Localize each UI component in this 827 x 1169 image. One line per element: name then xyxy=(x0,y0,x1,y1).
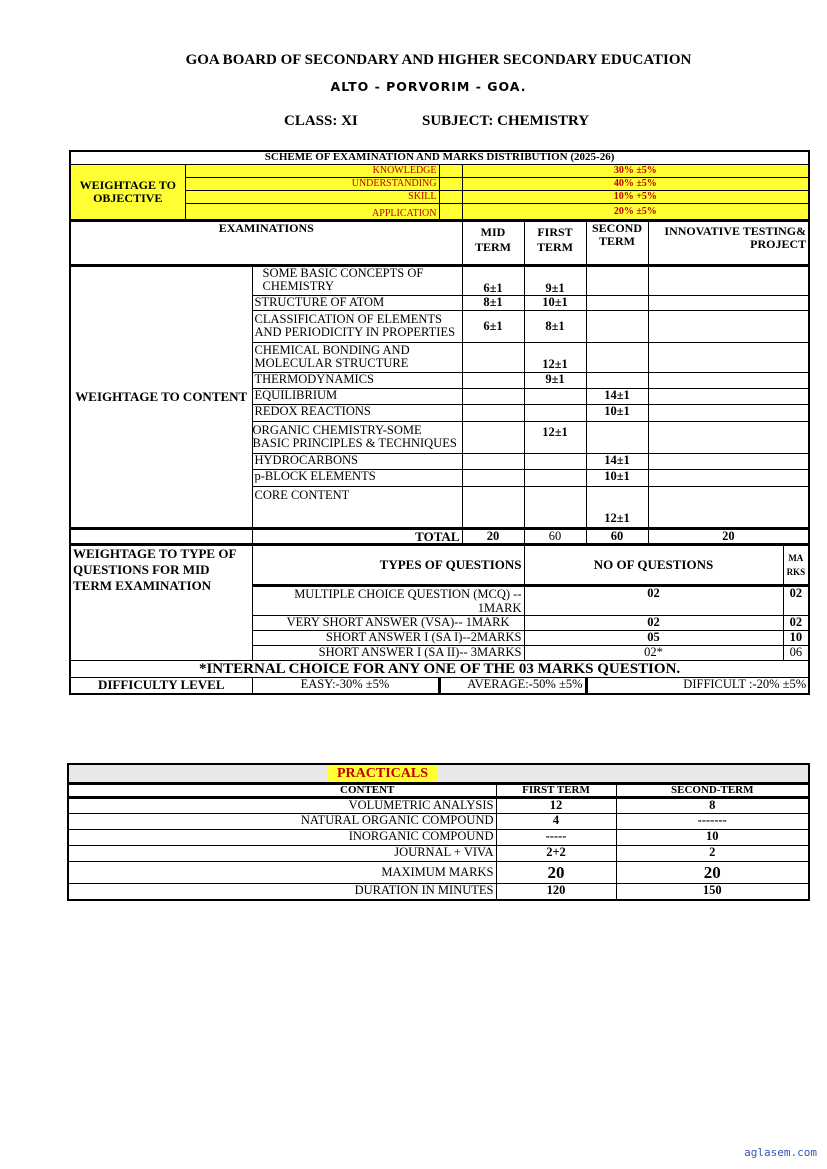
practical-content: INORGANIC COMPOUND xyxy=(68,829,496,845)
second-term-header: SECOND TERM xyxy=(586,220,648,265)
practical-first: ----- xyxy=(496,829,616,845)
practical-second: 10 xyxy=(616,829,809,845)
mid-value xyxy=(462,342,524,372)
practical-first: 12 xyxy=(496,797,616,813)
qtype-no-header: NO OF QUESTIONS xyxy=(524,544,783,585)
watermark-link[interactable]: aglasem.com xyxy=(744,1146,817,1159)
mid-term-header: MID TERM xyxy=(462,220,524,265)
qtype-marks: 10 xyxy=(783,630,809,645)
second-value: 10±1 xyxy=(586,404,648,421)
total-label: TOTAL xyxy=(252,528,462,544)
mid-value xyxy=(462,372,524,388)
total-first: 60 xyxy=(524,528,586,544)
qtype-label: WEIGHTAGE TO TYPE OF QUESTIONS FOR MID TERM EXAMINATION xyxy=(70,544,252,660)
unit-name: SOME BASIC CONCEPTS OF CHEMISTRY xyxy=(252,265,462,295)
practical-first: 2+2 xyxy=(496,845,616,861)
practical-second: 150 xyxy=(616,883,809,900)
practicals-content-header: CONTENT xyxy=(68,783,496,797)
unit-name: EQUILIBRIUM xyxy=(252,388,462,404)
scheme-title: SCHEME OF EXAMINATION AND MARKS DISTRIBUTION (2025-26) xyxy=(70,151,809,164)
objective-value: 30% ±5% xyxy=(462,164,809,177)
unit-name: THERMODYNAMICS xyxy=(252,372,462,388)
unit-name: p-BLOCK ELEMENTS xyxy=(252,469,462,486)
second-value: 10±1 xyxy=(586,469,648,486)
practical-content: MAXIMUM MARKS xyxy=(68,861,496,883)
second-value xyxy=(586,421,648,453)
qtype-marks: 06 xyxy=(783,645,809,660)
qtype-name: SHORT ANSWER I (SA II)-- 3MARKS xyxy=(252,645,524,660)
total-second: 60 xyxy=(586,528,648,544)
total-innovative: 20 xyxy=(648,528,809,544)
practical-second: 20 xyxy=(616,861,809,883)
first-term-header: FIRST TERM xyxy=(524,220,586,265)
second-value xyxy=(586,265,648,295)
objective-value: 10% +5% xyxy=(462,190,809,203)
difficulty-easy: EASY:-30% ±5% xyxy=(252,677,439,694)
difficulty-label: DIFFICULTY LEVEL xyxy=(70,677,252,694)
difficulty-difficult: DIFFICULT :-20% ±5% xyxy=(586,677,809,694)
qtype-no: 02* xyxy=(524,645,783,660)
class-label: CLASS: XI xyxy=(284,113,358,129)
objective-name: UNDERSTANDING xyxy=(185,177,439,190)
second-value xyxy=(586,310,648,342)
unit-name: CHEMICAL BONDING AND MOLECULAR STRUCTURE xyxy=(252,342,462,372)
difficulty-average: AVERAGE:-50% ±5% xyxy=(439,677,586,694)
first-value: 9±1 xyxy=(524,372,586,388)
first-value: 9±1 xyxy=(524,265,586,295)
practicals-title: PRACTICALS xyxy=(327,766,438,781)
first-value: 10±1 xyxy=(524,295,586,310)
second-value xyxy=(586,342,648,372)
qtype-marks: 02 xyxy=(783,615,809,630)
objective-value: 20% ±5% xyxy=(462,203,809,220)
objective-value: 40% ±5% xyxy=(462,177,809,190)
first-value: 8±1 xyxy=(524,310,586,342)
objective-name: SKILL xyxy=(185,190,439,203)
unit-name: CORE CONTENT xyxy=(252,486,462,528)
mid-value: 6±1 xyxy=(462,265,524,295)
second-value: 14±1 xyxy=(586,388,648,404)
unit-name: REDOX REACTIONS xyxy=(252,404,462,421)
practical-first: 120 xyxy=(496,883,616,900)
objective-name: APPLICATION xyxy=(185,203,439,220)
first-value xyxy=(524,453,586,469)
practicals-first-header: FIRST TERM xyxy=(496,783,616,797)
practical-content: JOURNAL + VIVA xyxy=(68,845,496,861)
practical-content: DURATION IN MINUTES xyxy=(68,883,496,900)
first-value xyxy=(524,486,586,528)
innovative-header: INNOVATIVE TESTING& PROJECT xyxy=(648,220,809,265)
objective-name: KNOWLEDGE xyxy=(185,164,439,177)
qtype-no: 02 xyxy=(524,585,783,615)
mid-value: 6±1 xyxy=(462,310,524,342)
unit-name: STRUCTURE OF ATOM xyxy=(252,295,462,310)
mid-value xyxy=(462,404,524,421)
internal-choice-note: *INTERNAL CHOICE FOR ANY ONE OF THE 03 MARKS QUESTION. xyxy=(70,660,809,677)
qtype-no: 05 xyxy=(524,630,783,645)
qtype-no: 02 xyxy=(524,615,783,630)
second-value xyxy=(586,295,648,310)
qtype-name: SHORT ANSWER I (SA I)--2MARKS xyxy=(252,630,524,645)
mid-value xyxy=(462,486,524,528)
unit-name: CLASSIFICATION OF ELEMENTS AND PERIODICITY IN PROPERTIES xyxy=(252,310,462,342)
scheme-table xyxy=(69,150,810,695)
mid-value xyxy=(462,421,524,453)
second-value xyxy=(586,372,648,388)
first-value: 12±1 xyxy=(524,421,586,453)
board-title: GOA BOARD OF SECONDARY AND HIGHER SECONDARY EDUCATION xyxy=(185,52,692,68)
qtype-marks-header: MARKS xyxy=(783,544,809,585)
first-value xyxy=(524,388,586,404)
mid-value xyxy=(462,388,524,404)
first-value: 12±1 xyxy=(524,342,586,372)
practical-second: 8 xyxy=(616,797,809,813)
practicals-second-header: SECOND-TERM xyxy=(616,783,809,797)
qtype-name: VERY SHORT ANSWER (VSA)-- 1MARK xyxy=(252,615,524,630)
second-value: 12±1 xyxy=(586,486,648,528)
second-value: 14±1 xyxy=(586,453,648,469)
practical-second: ------- xyxy=(616,813,809,829)
total-mid: 20 xyxy=(462,528,524,544)
qtype-name: MULTIPLE CHOICE QUESTION (MCQ) -- 1MARK xyxy=(252,585,524,615)
practicals-table xyxy=(67,763,810,901)
qtype-types-header: TYPES OF QUESTIONS xyxy=(252,544,524,585)
qtype-marks: 02 xyxy=(783,585,809,615)
first-value xyxy=(524,469,586,486)
board-address: ALTO - PORVORIM - GOA. xyxy=(330,79,527,94)
first-value xyxy=(524,404,586,421)
practical-content: VOLUMETRIC ANALYSIS xyxy=(68,797,496,813)
mid-value: 8±1 xyxy=(462,295,524,310)
subject-label: SUBJECT: CHEMISTRY xyxy=(422,113,590,129)
examinations-header: EXAMINATIONS xyxy=(70,220,462,265)
mid-value xyxy=(462,469,524,486)
objective-label: WEIGHTAGE TO OBJECTIVE xyxy=(70,164,185,220)
practical-content: NATURAL ORGANIC COMPOUND xyxy=(68,813,496,829)
unit-name: HYDROCARBONS xyxy=(252,453,462,469)
practical-second: 2 xyxy=(616,845,809,861)
content-label: WEIGHTAGE TO CONTENT xyxy=(70,265,252,528)
practical-first: 20 xyxy=(496,861,616,883)
mid-value xyxy=(462,453,524,469)
practical-first: 4 xyxy=(496,813,616,829)
unit-name: ORGANIC CHEMISTRY-SOME BASIC PRINCIPLES & TECHNIQUES xyxy=(252,421,462,453)
